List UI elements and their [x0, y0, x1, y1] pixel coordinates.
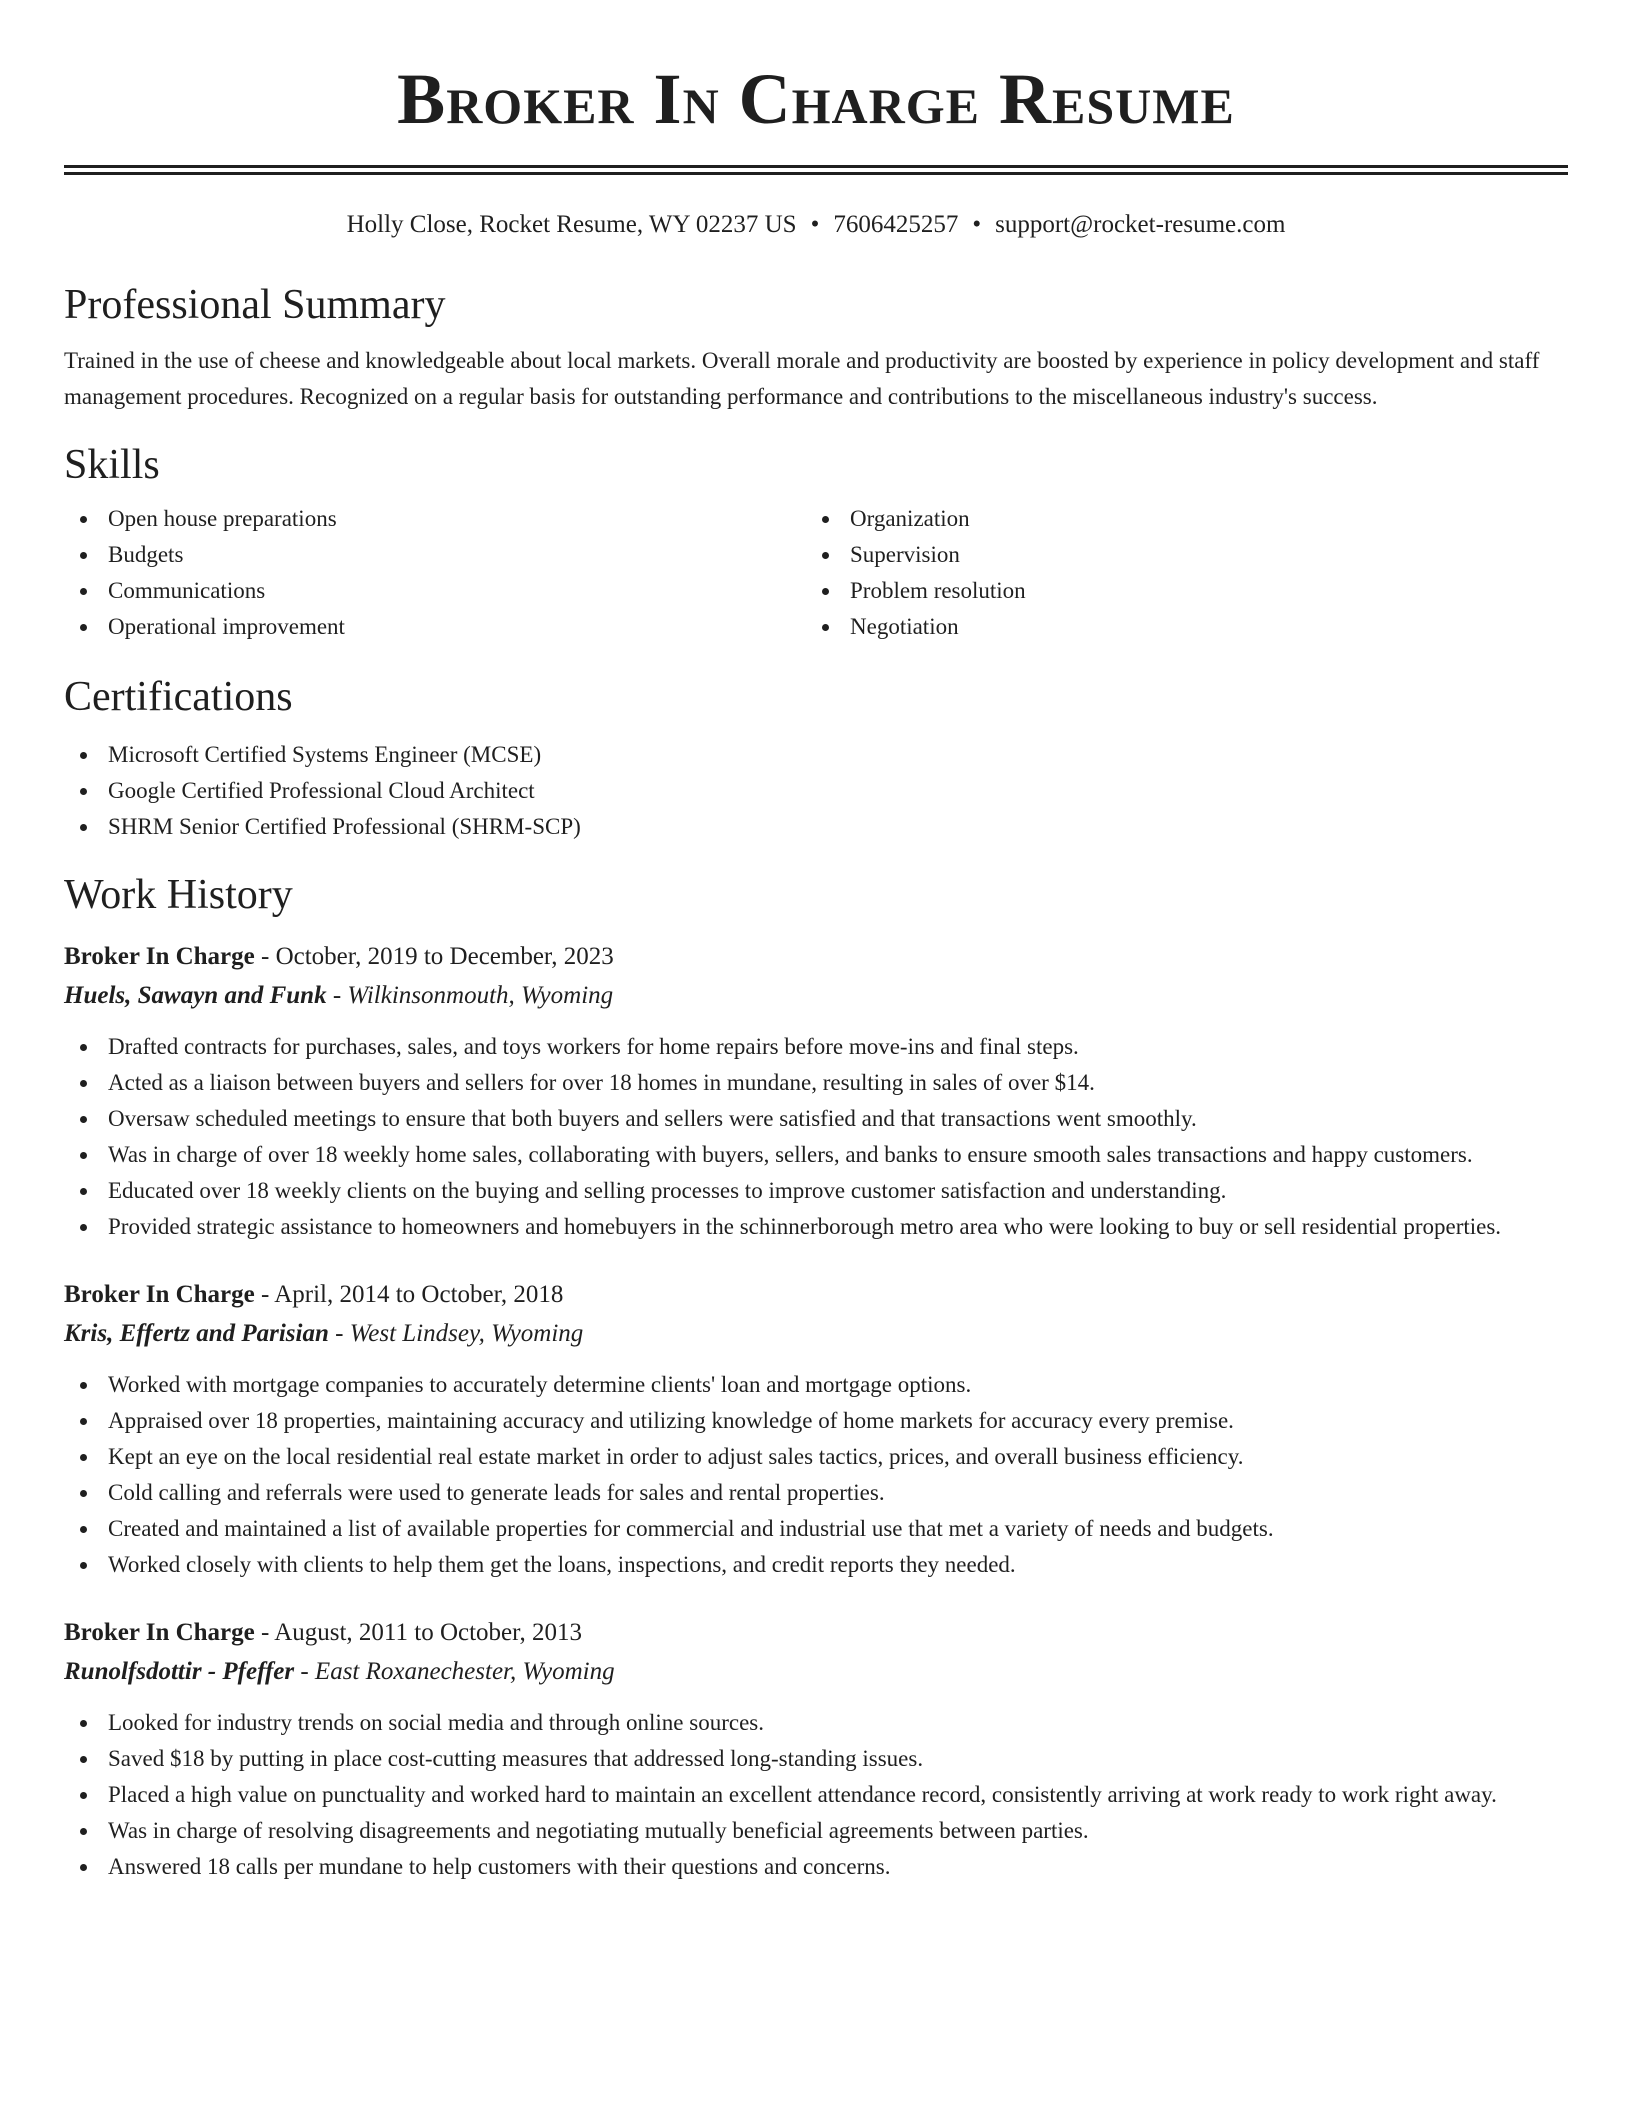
job-title-line: [64, 1275, 1568, 1315]
contact-phone: 7606425257: [833, 211, 959, 238]
resume-title: Broker In Charge Resume: [397, 59, 1235, 139]
work-history-heading: Work History: [64, 872, 293, 918]
company-line: [64, 1315, 1568, 1353]
skill-item: Communications: [64, 573, 806, 609]
job-duties-list: [64, 1367, 1568, 1583]
job-duty: Worked with mortgage companies to accurately determine clients' loan and mortgage options.: [64, 1367, 1568, 1403]
skill-item: Supervision: [806, 537, 1548, 573]
job-dates: - April, 2014 to October, 2018: [254, 1281, 564, 1308]
work-history-section: [64, 869, 1568, 1885]
skill-item: Organization: [806, 501, 1548, 537]
job-duty: Kept an eye on the local residential real estate market in order to adjust sales tactics, prices, and overall business efficiency.: [64, 1439, 1568, 1475]
contact-email: support@rocket-resume.com: [995, 211, 1286, 238]
job-duty: Educated over 18 weekly clients on the buying and selling processes to improve customer satisfaction and understanding.: [64, 1173, 1568, 1209]
job-title-line: [64, 1613, 1568, 1653]
job-duty: Looked for industry trends on social media and through online sources.: [64, 1705, 1568, 1741]
certification-item: Microsoft Certified Systems Engineer (MCSE): [64, 737, 1568, 773]
certifications-list: [64, 737, 1568, 845]
skill-item: Problem resolution: [806, 573, 1548, 609]
job-duty: Saved $18 by putting in place cost-cutting measures that addressed long-standing issues.: [64, 1741, 1568, 1777]
job-entry: [64, 1613, 1568, 1885]
skills-columns: [64, 501, 1568, 645]
company-location: - Wilkinsonmouth, Wyoming: [326, 982, 614, 1009]
skill-item: Negotiation: [806, 609, 1548, 645]
title-divider: [64, 165, 1568, 175]
job-duty: Drafted contracts for purchases, sales, and toys workers for home repairs before move-ins and final steps.: [64, 1029, 1568, 1065]
job-title: Broker In Charge: [64, 1619, 255, 1646]
job-title: Broker In Charge: [64, 943, 255, 970]
job-duty: Created and maintained a list of available properties for commercial and industrial use that met a variety of needs and budgets.: [64, 1511, 1568, 1547]
job-duty: Provided strategic assistance to homeowners and homebuyers in the schinnerborough metro area who were looking to buy or sell residential properties.: [64, 1209, 1568, 1245]
job-dates: - August, 2011 to October, 2013: [254, 1619, 582, 1646]
skills-heading: Skills: [64, 442, 160, 488]
company-name: Runolfsdottir - Pfeffer: [64, 1658, 295, 1685]
company-line: [64, 977, 1568, 1015]
job-title: Broker In Charge: [64, 1281, 255, 1308]
contact-separator: •: [810, 211, 820, 238]
job-duty: Was in charge of over 18 weekly home sales, collaborating with buyers, sellers, and banks to ensure smooth sales transactions and happy customers.: [64, 1137, 1568, 1173]
job-entry: [64, 937, 1568, 1245]
job-duty: Oversaw scheduled meetings to ensure that both buyers and sellers were satisfied and that transactions went smoothly.: [64, 1101, 1568, 1137]
company-location: - West Lindsey, Wyoming: [328, 1320, 584, 1347]
job-dates: - October, 2019 to December, 2023: [254, 943, 614, 970]
summary-text: Trained in the use of cheese and knowledgeable about local markets. Overall morale and productivity are boosted by experience in policy development and staff management procedures. Recognized on a regular basis for outstanding performance and contributions to the miscellaneous industry's success.: [64, 348, 1540, 409]
job-title-line: [64, 937, 1568, 977]
certifications-heading: Certifications: [64, 674, 293, 720]
skill-item: Operational improvement: [64, 609, 806, 645]
summary-section: [64, 279, 1568, 415]
summary-heading: Professional Summary: [64, 282, 446, 328]
certification-item: SHRM Senior Certified Professional (SHRM-SCP): [64, 809, 1568, 845]
job-entry: [64, 1275, 1568, 1583]
skills-right-list: [806, 501, 1548, 645]
company-line: [64, 1653, 1568, 1691]
certification-item: Google Certified Professional Cloud Architect: [64, 773, 1568, 809]
contact-separator: •: [972, 211, 982, 238]
certifications-section: [64, 671, 1568, 845]
job-duty: Answered 18 calls per mundane to help customers with their questions and concerns.: [64, 1849, 1568, 1885]
skill-item: Budgets: [64, 537, 806, 573]
skills-section: [64, 439, 1568, 645]
company-name: Huels, Sawayn and Funk: [64, 982, 327, 1009]
company-name: Kris, Effertz and Parisian: [64, 1320, 329, 1347]
job-duty: Cold calling and referrals were used to generate leads for sales and rental properties.: [64, 1475, 1568, 1511]
job-duties-list: [64, 1029, 1568, 1245]
job-duty: Worked closely with clients to help them get the loans, inspections, and credit reports they needed.: [64, 1547, 1568, 1583]
contact-address: Holly Close, Rocket Resume, WY 02237 US: [346, 211, 797, 238]
job-duty: Was in charge of resolving disagreements and negotiating mutually beneficial agreements between parties.: [64, 1813, 1568, 1849]
job-duty: Appraised over 18 properties, maintaining accuracy and utilizing knowledge of home markets for accuracy every premise.: [64, 1403, 1568, 1439]
company-location: - East Roxanechester, Wyoming: [294, 1658, 615, 1685]
job-duties-list: [64, 1705, 1568, 1885]
contact-line: [64, 209, 1568, 241]
skill-item: Open house preparations: [64, 501, 806, 537]
skills-left-list: [64, 501, 806, 645]
job-duty: Acted as a liaison between buyers and sellers for over 18 homes in mundane, resulting in sales of over $14.: [64, 1065, 1568, 1101]
job-duty: Placed a high value on punctuality and worked hard to maintain an excellent attendance record, consistently arriving at work ready to work right away.: [64, 1777, 1568, 1813]
